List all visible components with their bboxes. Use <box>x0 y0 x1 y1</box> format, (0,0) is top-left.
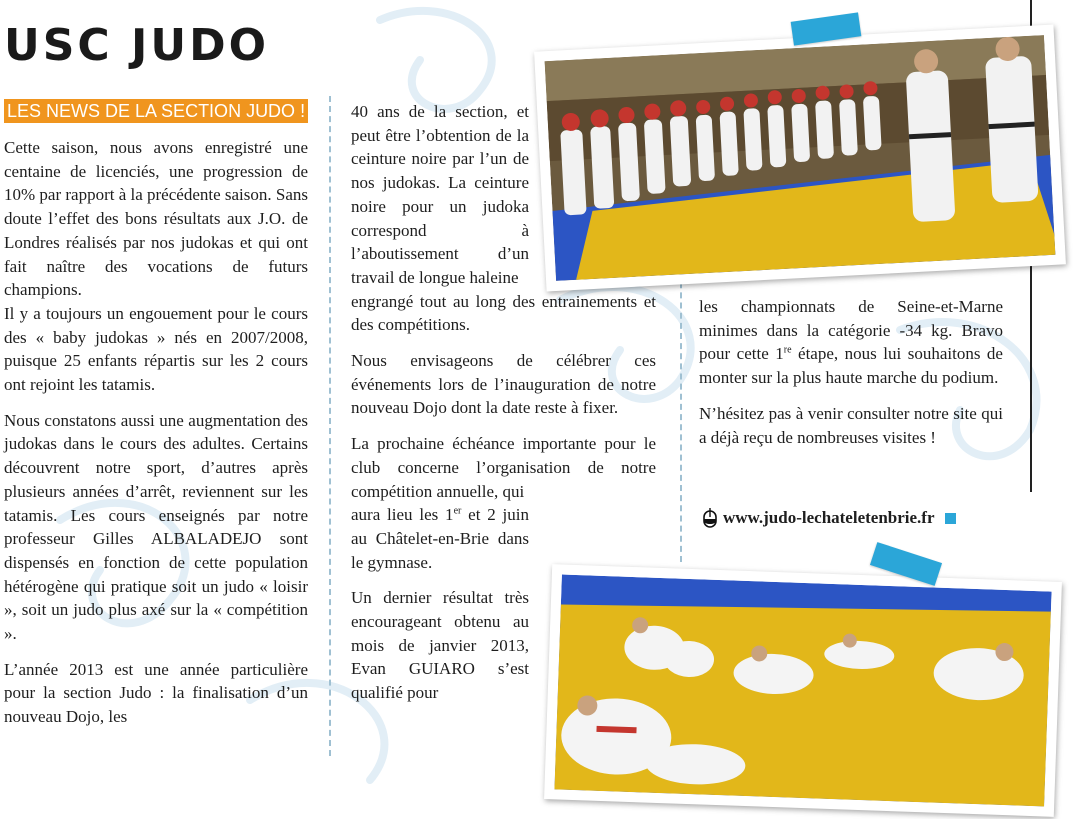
photo-judo-lineup <box>534 25 1066 292</box>
article-column-3 <box>699 295 1003 461</box>
website-link-row[interactable] <box>703 508 956 528</box>
photo-judo-practice <box>544 564 1062 817</box>
website-link[interactable]: www.judo-lechateletenbrie.fr <box>723 508 935 527</box>
column-separator-1 <box>329 96 331 756</box>
paragraph-season: Cette saison, nous avons enregistré une centaine de licenciés, une progression de 10% par rapport à la précédente saison. Sans doute l’effet des bons résultats aux J.O. de Londres réalisés par nos judokas et qui ont fait naître des vocations de futurs champions. <box>4 138 308 300</box>
column-separator-2 <box>680 262 682 562</box>
article-column-1 <box>4 136 308 741</box>
paragraph-website-invite: N’hésitez pas à venir consulter notre site qui a déjà reçu de nombreuses visites ! <box>699 403 1003 447</box>
photo-lineup-image <box>545 35 1056 281</box>
paragraph-competition: La prochaine échéance importante pour le club concerne l’organisation de notre compétition annuelle, qui aura lieu les 1er et 2 juin au Châtelet-en-Brie dans le gymnase. <box>351 434 656 572</box>
paragraph-year-2013: L’année 2013 est une année particulière pour la section Judo : la finalisation d’un nouveau Dojo, les <box>4 659 308 727</box>
paragraph-black-belt-end: engrangé tout au long des entrainements et des compétitions. <box>351 291 656 335</box>
section-banner: LES NEWS DE LA SECTION JUDO ! <box>4 99 308 123</box>
paragraph-celebration: Nous envisageons de célébrer ces événements lors de l’inauguration de notre nouveau Dojo dont la date reste à fixer. <box>351 351 656 418</box>
paragraph-adults: Nous constatons aussi une augmentation des judokas dans le cours des adultes. Certains découvrent notre sport, d’autres après plusieurs années d’arrêt, reviennent sur les tatamis. Les cours enseignés par notre professeur Gilles ALBALADEJO sont dispensés en fonction de cette population hétérogène qui pratique soit un judo « loisir », soit un judo plus axé sur la « compétition ». <box>4 410 308 644</box>
paragraph-baby-judokas: Il y a toujours un engouement pour le cours des « baby judokas » nés en 2007/2008, puisque 25 enfants répartis sur les 2 cours ont rejoint les tatamis. <box>4 303 308 395</box>
mouse-icon <box>703 508 717 528</box>
square-bullet-icon <box>945 513 956 524</box>
vertical-rule-mid <box>1030 262 1032 492</box>
paragraph-championship: les championnats de Seine-et-Marne minimes dans la catégorie -34 kg. Bravo pour cette 1re étape, nous lui souhaitons de monter sur la plus haute marche du podium. <box>699 297 1003 388</box>
page-title: USC JUDO <box>4 20 270 71</box>
photo-practice-image <box>554 575 1051 807</box>
paragraph-black-belt: 40 ans de la section, et peut être l’obtention de la ceinture noire par l’un de nos judokas. La ceinture noire pour un judoka correspond à l’aboutissement d’un travail de longue haleine <box>351 102 529 287</box>
paragraph-result: Un dernier résultat très encourageant obtenu au mois de janvier 2013, Evan GUIARO s’est qualifié pour <box>351 588 529 703</box>
